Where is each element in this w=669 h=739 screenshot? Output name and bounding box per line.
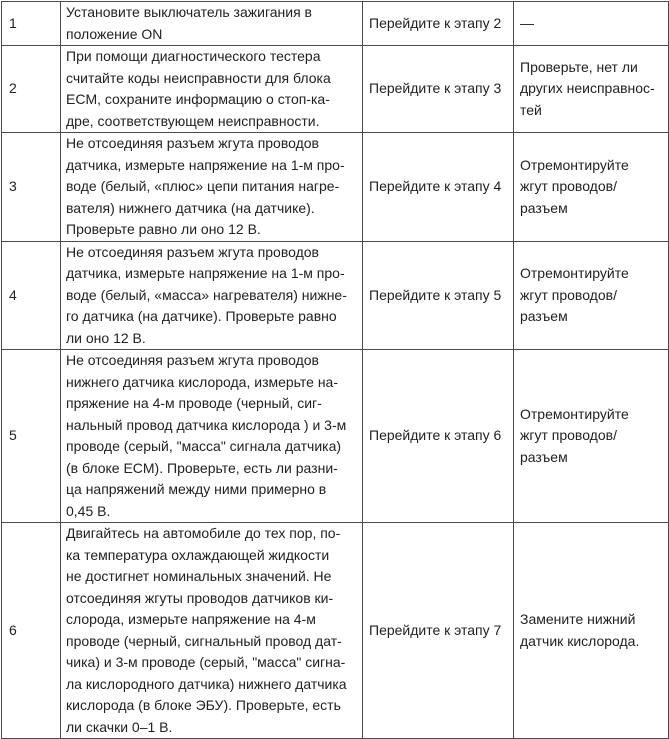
result-no-action: Отремонтируйте жгут проводов/ разъем bbox=[514, 241, 669, 350]
table-row bbox=[2, 241, 669, 350]
diagnostic-steps-table bbox=[1, 1, 669, 739]
result-no-action: Проверьте, нет ли других неисправнос- тей bbox=[514, 46, 669, 133]
step-number: 3 bbox=[2, 133, 61, 242]
table-row bbox=[2, 46, 669, 133]
result-yes-action: Перейдите к этапу 4 bbox=[363, 133, 514, 242]
result-yes-action: Перейдите к этапу 3 bbox=[363, 46, 514, 133]
result-yes-action: Перейдите к этапу 7 bbox=[363, 523, 514, 739]
table-row bbox=[2, 523, 669, 739]
step-number: 2 bbox=[2, 46, 61, 133]
check-procedure: Не отсоединяя разъем жгута проводов нижнего датчика кислорода, измерьте на- пряжение на 4-м проводе (черный, сиг- нальный провод датчика кислорода ) и 3-м проводе (серый, "масса" сигнала датчика) (в блоке ECM). Проверьте, есть ли разни- ца напряжений между ними примерно в 0,45 В. bbox=[61, 350, 363, 523]
result-no-action: — bbox=[514, 2, 669, 46]
result-no-action: Отремонтируйте жгут проводов/ разъем bbox=[514, 350, 669, 523]
step-number: 5 bbox=[2, 350, 61, 523]
result-yes-action: Перейдите к этапу 5 bbox=[363, 241, 514, 350]
table-row bbox=[2, 350, 669, 523]
check-procedure: Установите выключатель зажигания в положение ON bbox=[61, 2, 363, 46]
result-no-action: Отремонтируйте жгут проводов/ разъем bbox=[514, 133, 669, 242]
check-procedure: При помощи диагностического тестера считайте коды неисправности для блока ECM, сохраните информацию о стоп-ка- дре, соответствующем неисправности. bbox=[61, 46, 363, 133]
result-no-action: Замените нижний датчик кислорода. bbox=[514, 523, 669, 739]
check-procedure: Не отсоединяя разъем жгута проводов датчика, измерьте напряжение на 1-м про- воде (белый, «плюс» цепи питания нагре- вателя) нижнего датчика (на датчике). Проверьте равно ли оно 12 В. bbox=[61, 133, 363, 242]
table-row bbox=[2, 2, 669, 46]
step-number: 4 bbox=[2, 241, 61, 350]
check-procedure: Не отсоединяя разъем жгута проводов датчика, измерьте напряжение на 1-м про- воде (белый, «масса» нагревателя) нижне- го датчика (на датчике). Проверьте равно ли оно 12 В. bbox=[61, 241, 363, 350]
step-number: 6 bbox=[2, 523, 61, 739]
step-number: 1 bbox=[2, 2, 61, 46]
result-yes-action: Перейдите к этапу 2 bbox=[363, 2, 514, 46]
result-yes-action: Перейдите к этапу 6 bbox=[363, 350, 514, 523]
table-row bbox=[2, 133, 669, 242]
check-procedure: Двигайтесь на автомобиле до тех пор, по- ка температура охлаждающей жидкости не достигнет номинальных значений. Не отсоединяя жгуты проводов датчиков ки- слорода, измерьте напряжение на 4-м проводе (черный, сигнальный провод дат- чика) и 3-м проводе (серый, "масса" сигна- ла кислородного датчика) нижнего датчика кислорода (в блоке ЭБУ). Проверьте, есть ли скачки 0–1 В. bbox=[61, 523, 363, 739]
